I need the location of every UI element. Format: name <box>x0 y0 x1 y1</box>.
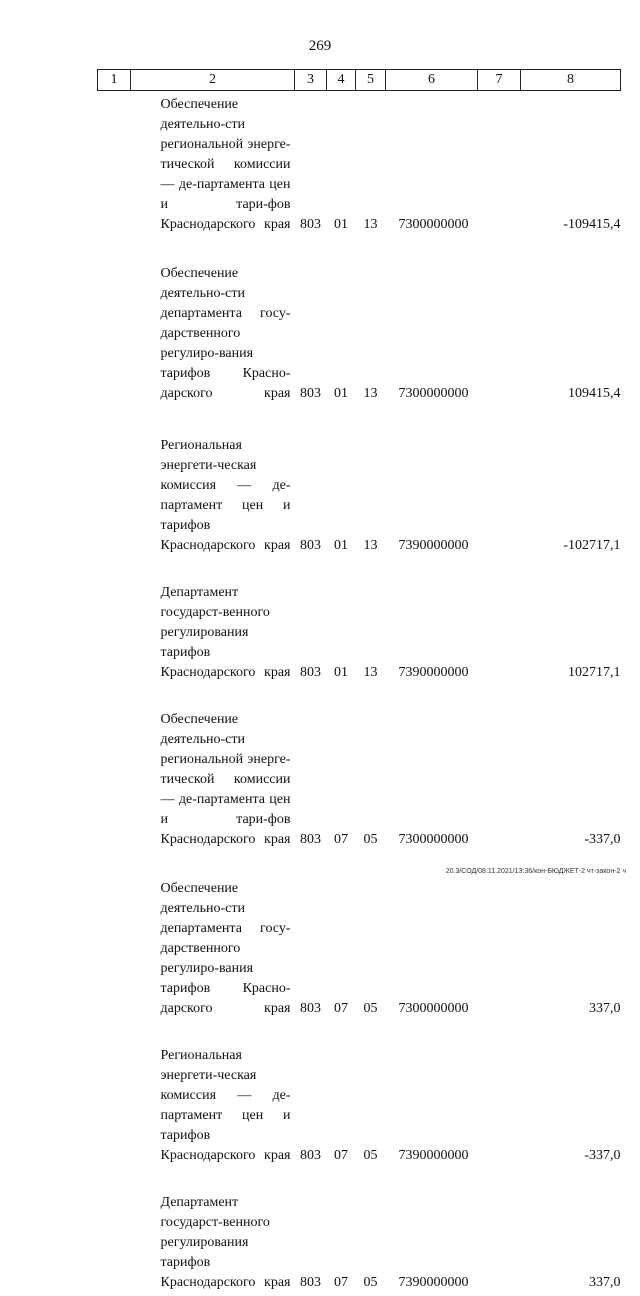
row-vr-cell <box>478 706 521 853</box>
row-name-cell: Обеспечение деятельно-сти региональной энерге-тической комиссии — де-партамента цен и тари-фов Краснодарского края <box>160 97 291 232</box>
row-rz-cell: 01 <box>334 217 348 232</box>
row-csr-cell: 7390000000 <box>398 665 469 680</box>
row-amount-cell: -102717,1 <box>563 538 621 553</box>
header-col-4: 4 <box>327 70 356 91</box>
row-num-cell <box>98 579 131 686</box>
row-vr-cell <box>478 579 521 686</box>
row-vr-cell <box>478 432 521 559</box>
row-pr-cell: 05 <box>363 1275 378 1290</box>
row-num-cell <box>98 260 131 407</box>
row-num-cell <box>98 1042 131 1169</box>
table-row <box>98 875 621 1022</box>
header-col-7: 7 <box>478 70 521 91</box>
row-vr-cell <box>478 260 521 407</box>
row-ved-cell: 803 <box>300 386 321 401</box>
row-csr-cell: 7300000000 <box>398 386 469 401</box>
header-row <box>98 70 621 91</box>
header-col-3: 3 <box>295 70 327 91</box>
row-ved-cell: 803 <box>300 538 321 553</box>
row-pr-cell: 05 <box>363 1148 378 1163</box>
row-vr-cell <box>478 91 521 239</box>
table-row <box>98 260 621 407</box>
table-row <box>98 1042 621 1169</box>
table-row <box>98 91 621 239</box>
row-spacer <box>98 559 621 579</box>
row-pr-cell: 13 <box>363 665 378 680</box>
row-num-cell <box>98 1189 131 1296</box>
row-ved-cell: 803 <box>300 217 321 232</box>
row-ved-cell: 803 <box>300 832 321 847</box>
row-vr-cell <box>478 1189 521 1296</box>
budget-table <box>97 69 621 1296</box>
row-vr-cell <box>478 1042 521 1169</box>
row-num-cell <box>98 706 131 853</box>
header-col-6: 6 <box>386 70 478 91</box>
row-num-cell <box>98 432 131 559</box>
row-csr-cell: 7300000000 <box>398 832 469 847</box>
table-row <box>98 706 621 853</box>
header-col-1: 1 <box>98 70 131 91</box>
row-name-cell: Обеспечение деятельно-сти департамента госу-дарственного регулиро-вания тарифов Красно-дарского края <box>160 881 291 1016</box>
row-name-cell: Департамент государст-венного регулирования тарифов Краснодарского края <box>160 585 291 680</box>
row-csr-cell: 7300000000 <box>398 217 469 232</box>
row-name-cell: Региональная энергети-ческая комиссия — де-партамент цен и тарифов Краснодарского края <box>160 438 291 553</box>
row-amount-cell: 337,0 <box>589 1001 621 1016</box>
row-rz-cell: 01 <box>334 665 348 680</box>
row-pr-cell: 13 <box>363 386 378 401</box>
row-ved-cell: 803 <box>300 665 321 680</box>
row-ved-cell: 803 <box>300 1148 321 1163</box>
row-csr-cell: 7300000000 <box>398 1001 469 1016</box>
row-vr-cell <box>478 875 521 1022</box>
row-spacer <box>98 1169 621 1189</box>
row-name-cell: Региональная энергети-ческая комиссия — де-партамент цен и тарифов Краснодарского края <box>160 1048 291 1163</box>
row-spacer-cell <box>98 559 621 579</box>
row-spacer-cell <box>98 238 621 260</box>
row-ved-cell: 803 <box>300 1001 321 1016</box>
row-amount-cell: 337,0 <box>589 1275 621 1290</box>
table-row <box>98 432 621 559</box>
row-pr-cell: 05 <box>363 1001 378 1016</box>
row-amount-cell: -109415,4 <box>563 217 621 232</box>
row-num-cell <box>98 875 131 1022</box>
row-spacer <box>98 407 621 432</box>
row-amount-cell: 109415,4 <box>568 386 621 401</box>
row-rz-cell: 07 <box>334 1275 348 1290</box>
row-amount-cell: 102717,1 <box>568 665 621 680</box>
row-name-cell: Обеспечение деятельно-сти департамента госу-дарственного регулиро-вания тарифов Красно-дарского края <box>160 266 291 401</box>
row-spacer-cell <box>98 1022 621 1042</box>
row-csr-cell: 7390000000 <box>398 1148 469 1163</box>
header-col-8: 8 <box>521 70 621 91</box>
row-csr-cell: 7390000000 <box>398 1275 469 1290</box>
header-col-2: 2 <box>131 70 295 91</box>
row-rz-cell: 07 <box>334 1148 348 1163</box>
row-name-cell: Департамент государст-венного регулирования тарифов Краснодарского края <box>160 1195 291 1290</box>
row-spacer-cell <box>98 686 621 706</box>
row-spacer <box>98 238 621 260</box>
row-pr-cell: 13 <box>363 217 378 232</box>
row-amount-cell: -337,0 <box>584 832 621 847</box>
row-spacer-cell <box>98 1169 621 1189</box>
header-col-5: 5 <box>356 70 386 91</box>
row-spacer <box>98 1022 621 1042</box>
row-spacer <box>98 686 621 706</box>
row-name-cell: Обеспечение деятельно-сти региональной энерге-тической комиссии — де-партамента цен и тари-фов Краснодарского края <box>160 712 291 847</box>
row-rz-cell: 07 <box>334 1001 348 1016</box>
row-rz-cell: 01 <box>334 538 348 553</box>
row-spacer-cell <box>98 407 621 432</box>
row-rz-cell: 01 <box>334 386 348 401</box>
table-row <box>98 1189 621 1296</box>
table-row <box>98 579 621 686</box>
page-number: 269 <box>308 38 332 54</box>
row-ved-cell: 803 <box>300 1275 321 1290</box>
row-num-cell <box>98 91 131 239</box>
row-csr-cell: 7390000000 <box>398 538 469 553</box>
footer-stamp: 20.3/СОД/08.11.2021/13:36/кон-БЮДЖЕТ-2 чт-закон-2 ч <box>445 868 626 875</box>
row-pr-cell: 05 <box>363 832 378 847</box>
row-amount-cell: -337,0 <box>584 1148 621 1163</box>
row-rz-cell: 07 <box>334 832 348 847</box>
row-pr-cell: 13 <box>363 538 378 553</box>
